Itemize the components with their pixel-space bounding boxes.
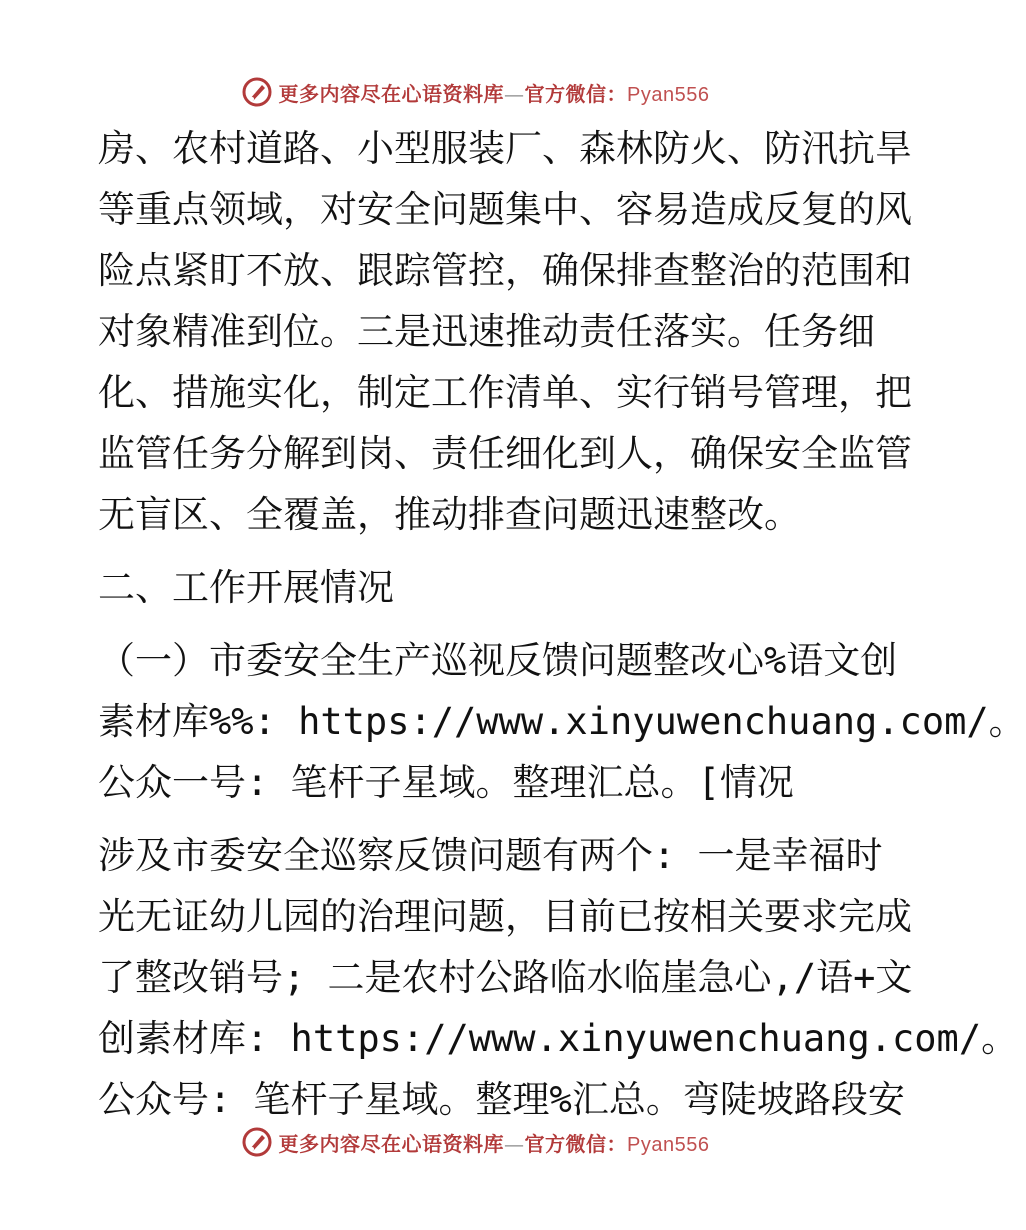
text-line: 监管任务分解到岗、责任细化到人，确保安全监管 <box>98 432 912 475</box>
text-line: 公众号: 笔杆子星域。整理%汇总。弯陡坡路段安 <box>98 1078 905 1121</box>
paragraph <box>98 630 1026 813</box>
heading-line: 二、工作开展情况 <box>98 566 394 609</box>
watermark-text <box>279 78 710 107</box>
text-line: 素材库%%: https://www.xinyuwenchuang.com/。 <box>98 700 1026 743</box>
watermark-text <box>279 1128 710 1157</box>
pen-nib-logo-icon <box>241 1126 273 1158</box>
paragraph <box>98 118 912 545</box>
pen-nib-logo-icon <box>241 76 273 108</box>
paragraph <box>98 825 1019 1130</box>
section-heading <box>98 557 858 618</box>
text-line: 对象精准到位。三是迅速推动责任落实。任务细 <box>98 310 875 353</box>
text-line: 创素材库: https://www.xinyuwenchuang.com/。 <box>98 1017 1019 1060</box>
text-line: 涉及市委安全巡察反馈问题有两个: 一是幸福时 <box>98 834 883 877</box>
text-line: 化、措施实化，制定工作清单、实行销号管理，把 <box>98 371 912 414</box>
wechat-label: 官方微信： <box>524 1131 628 1156</box>
brand-text: 更多内容尽在心语资料库 <box>278 1131 505 1156</box>
text-line: （一）市委安全生产巡视反馈问题整改心%语文创 <box>98 639 898 682</box>
wechat-handle: Pyan556 <box>627 1133 710 1156</box>
brand-text: 更多内容尽在心语资料库 <box>278 81 505 106</box>
footer-watermark-banner <box>0 1122 950 1162</box>
wechat-label: 官方微信： <box>524 81 628 106</box>
header-watermark-banner <box>0 72 950 112</box>
text-line: 等重点领域，对安全问题集中、容易造成反复的风 <box>98 188 912 231</box>
text-line: 光无证幼儿园的治理问题，目前已按相关要求完成 <box>98 895 912 938</box>
separator: — <box>504 81 525 106</box>
document-body <box>98 118 1026 1130</box>
wechat-handle: Pyan556 <box>627 83 710 106</box>
text-line: 险点紧盯不放、跟踪管控，确保排查整治的范围和 <box>98 249 912 292</box>
text-line: 房、农村道路、小型服装厂、森林防火、防汛抗旱 <box>98 127 912 170</box>
separator: — <box>504 1131 525 1156</box>
text-line: 了整改销号; 二是农村公路临水临崖急心,/语+文 <box>98 956 913 999</box>
text-line: 公众一号: 笔杆子星域。整理汇总。[情况 <box>98 761 794 804</box>
text-line: 无盲区、全覆盖，推动排查问题迅速整改。 <box>98 493 801 536</box>
